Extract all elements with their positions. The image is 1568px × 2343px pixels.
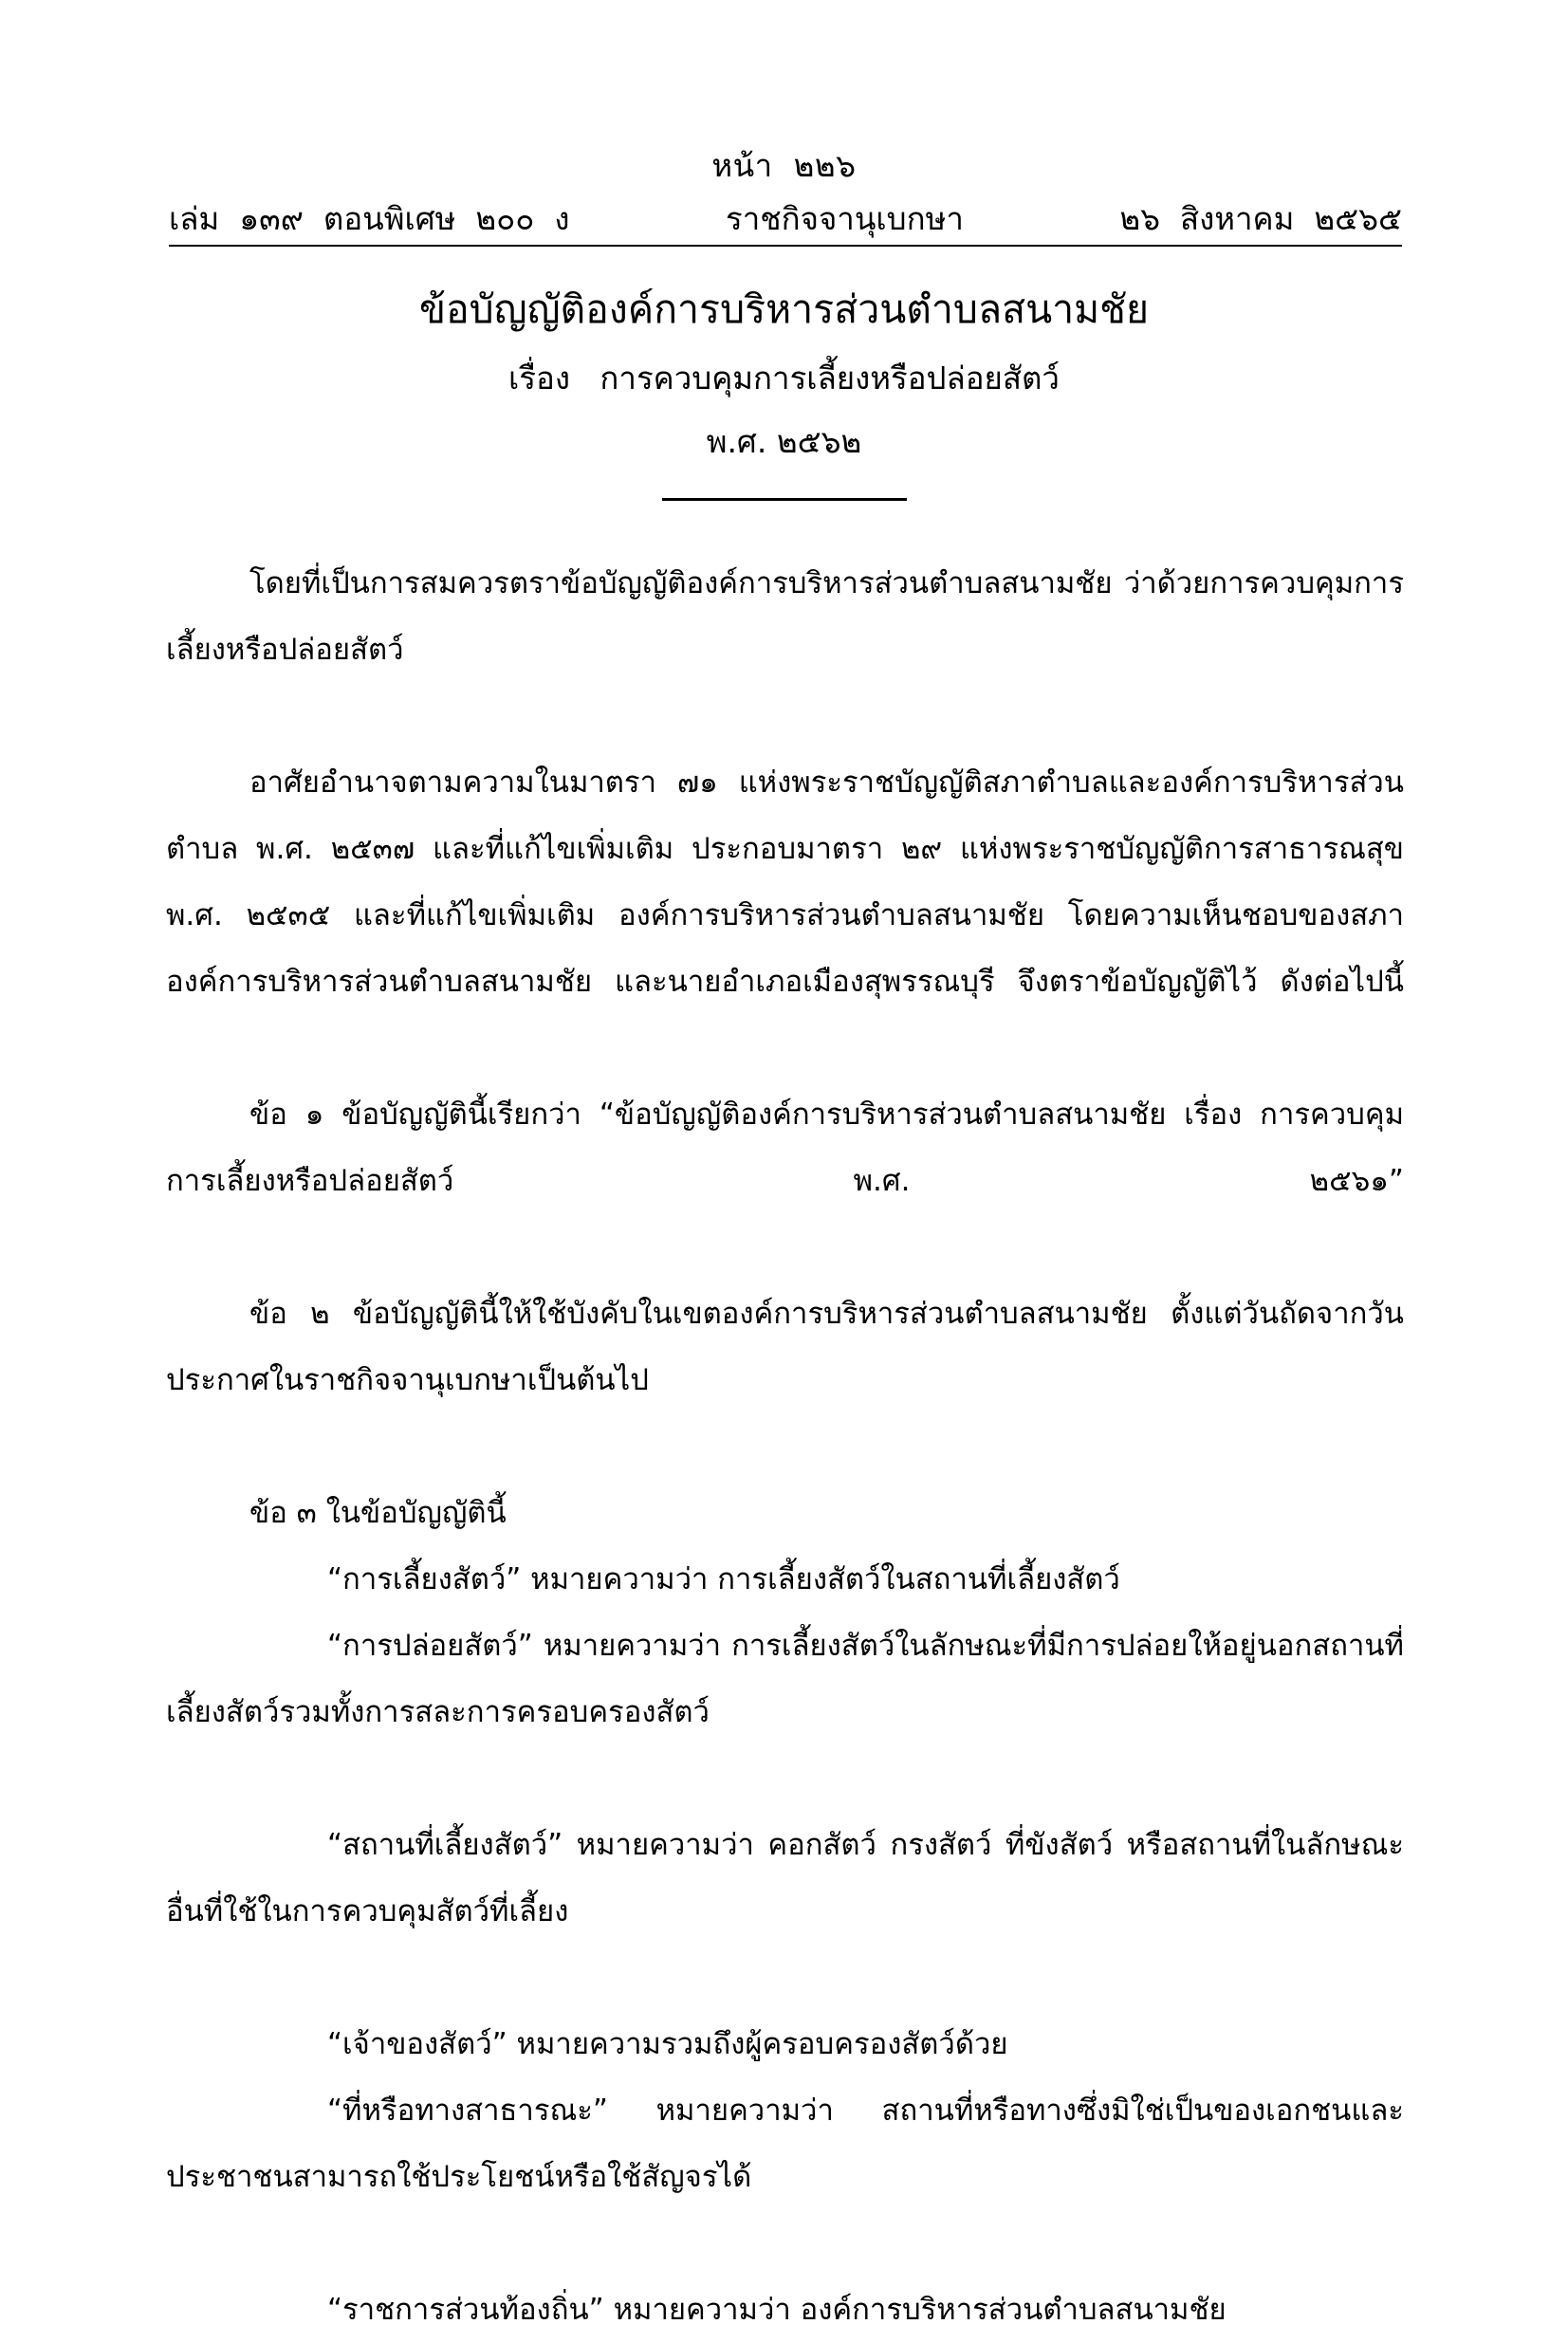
document-year: พ.ศ. ๒๕๖๒ [706, 423, 862, 460]
masthead-row [169, 194, 1402, 244]
document-title: ข้อบัญญัติองค์การบริหารส่วนตำบลสนามชัย [418, 286, 1150, 332]
masthead-rule [169, 245, 1402, 247]
clause-1: ข้อ ๑ ข้อบัญญัตินี้เรียกว่า “ข้อบัญญัติองค์การบริหารส่วนตำบลสนามชัย เรื่อง การควบคุมการเลี้ยงหรือปล่อยสัตว์ พ.ศ. ๒๕๖๑” [166, 1098, 1404, 1198]
definition-local-authority: “ราชการส่วนท้องถิ่น” หมายความว่า องค์การบริหารส่วนตำบลสนามชัย [327, 2293, 1227, 2327]
preamble-paragraph-2: อาศัยอำนาจตามความในมาตรา ๗๑ แห่งพระราชบัญญัติสภาตำบลและองค์การบริหารส่วนตำบล พ.ศ. ๒๕๓๗ และที่แก้ไขเพิ่มเติม ประกอบมาตรา ๒๙ แห่งพระราชบัญญัติการสาธารณสุข พ.ศ. ๒๕๓๕ และที่แก้ไขเพิ่มเติม องค์การบริหารส่วนตำบลสนามชัย โดยความเห็นชอบของสภาองค์การบริหารส่วนตำบลสนามชัย และนายอำเภอเมืองสุพรรณบุรี จึงตราข้อบัญญัติไว้ ดังต่อไปนี้ [166, 766, 1404, 999]
definition-public-place: “ที่หรือทางสาธารณะ” หมายความว่า สถานที่หรือทางซึ่งมิใช่เป็นของเอกชนและประชาชนสามารถใช้ประโยชน์หรือใช้สัญจรได้ [166, 2094, 1404, 2194]
page-number-label: หน้า ๒๒๖ [711, 147, 857, 184]
publication-date-label: ๒๖ สิงหาคม ๒๕๖๕ [1119, 200, 1402, 237]
title-divider [662, 498, 907, 501]
page-masthead [0, 140, 1568, 254]
document-subject: เรื่อง การควบคุมการเลี้ยงหรือปล่อยสัตว์ [508, 359, 1060, 397]
gazette-name-label: ราชกิจจานุเบกษา [725, 200, 964, 237]
definition-releasing-animals: “การปล่อยสัตว์” หมายความว่า การเลี้ยงสัตว์ในลักษณะที่มีการปล่อยให้อยู่นอกสถานที่เลี้ยงสัตว์รวมทั้งการสละการครอบครองสัตว์ [166, 1629, 1404, 1729]
definition-animal-premises: “สถานที่เลี้ยงสัตว์” หมายความว่า คอกสัตว์ กรงสัตว์ ที่ขังสัตว์ หรือสถานที่ในลักษณะอื่นที่ใช้ในการควบคุมสัตว์ที่เลี้ยง [166, 1828, 1404, 1928]
definition-animal-owner: “เจ้าของสัตว์” หมายความรวมถึงผู้ครอบครองสัตว์ด้วย [327, 2027, 1008, 2061]
clause-3: ข้อ ๓ ในข้อบัญญัตินี้ [249, 1496, 507, 1530]
preamble-paragraph-1: โดยที่เป็นการสมควรตราข้อบัญญัติองค์การบริหารส่วนตำบลสนามชัย ว่าด้วยการควบคุมการเลี้ยงหรือปล่อยสัตว์ [166, 566, 1404, 667]
clause-2: ข้อ ๒ ข้อบัญญัตินี้ให้ใช้บังคับในเขตองค์การบริหารส่วนตำบลสนามชัย ตั้งแต่วันถัดจากวันประกาศในราชกิจจานุเบกษาเป็นต้นไป [166, 1297, 1404, 1397]
document-body [166, 550, 1404, 2343]
volume-label: เล่ม ๑๓๙ ตอนพิเศษ ๒๐๐ ง [169, 200, 570, 237]
definition-keeping-animals: “การเลี้ยงสัตว์” หมายความว่า การเลี้ยงสัตว์ในสถานที่เลี้ยงสัตว์ [327, 1562, 1120, 1596]
document-title-block [0, 281, 1568, 501]
